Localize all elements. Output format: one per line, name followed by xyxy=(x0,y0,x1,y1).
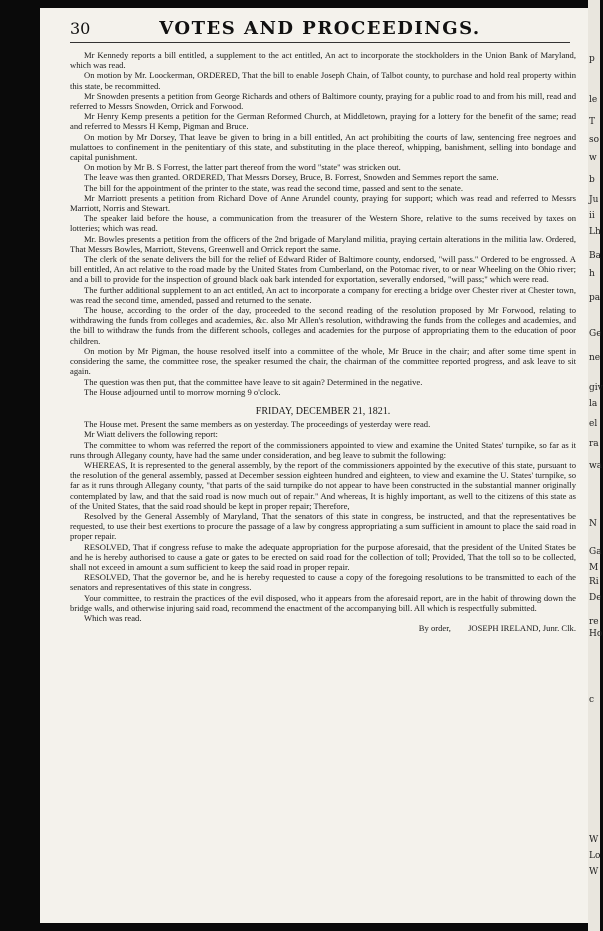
margin-fragment: M xyxy=(589,563,599,573)
margin-fragment: Ri xyxy=(589,577,599,587)
paragraph: The House met. Present the same members as on yesterday. The proceedings of yesterday were read. xyxy=(84,419,431,430)
margin-fragment: ra xyxy=(589,439,599,449)
facing-page-edge xyxy=(588,0,603,931)
paragraph: On motion by Mr. Loockerman, ORDERED, That the bill to enable Joseph Chain, of Talbot county, to purchase and hold real property within this state, be recommitted. xyxy=(70,70,576,91)
margin-fragment: Ga xyxy=(589,547,602,557)
paragraph: RESOLVED, That the governor be, and he is hereby requested to cause a copy of the foregoing resolutions to be transmitted to each of the senators and representatives of this state in congress. xyxy=(70,572,576,593)
paragraph: The bill for the appointment of the printer to the state, was read the second time, passed and sent to the senate. xyxy=(84,182,463,193)
paragraph: On motion by Mr Dorsey, That leave be given to bring in a bill entitled, An act prohibiting the courts of law, sentencing free negroes and mulattoes to confinement in the penitentiary of this state, and substituting in the place thereof, whipping, banishment, selling into bondage and capital punishment. xyxy=(70,131,576,163)
page-number: 30 xyxy=(70,19,91,38)
margin-fragment: W xyxy=(589,835,599,845)
margin-fragment: W xyxy=(589,867,599,877)
signature-line xyxy=(70,623,576,633)
paragraph: Resolved by the General Assembly of Maryland, That the senators of this state in congress, be instructed, and that the representatives be requested, to use their best exertions to procure the passage of a law by congress appropriating a sum sufficient in amount to place the said road in proper repair. xyxy=(70,510,576,542)
paragraph: Mr Wiatt delivers the following report: xyxy=(84,429,218,440)
adjournment-line: The House adjourned until to morrow morning 9 o'clock. xyxy=(84,386,281,397)
margin-fragment: el xyxy=(589,419,598,429)
paragraph: The house, according to the order of the day, proceeded to the second reading of the resolution proposed by Mr Forwood, relating to withdrawing the funds from colleges and academies, &c. also Mr Allen's resolution, withdrawing the funds from the colleges and academies, and the bill to withdraw the funds from the different schools, colleges and academies for the purpose of appropriating them to the education of poor children. xyxy=(70,305,576,346)
clerk-signature: JOSEPH IRELAND, Junr. Clk. xyxy=(468,623,576,634)
dateline: FRIDAY, DECEMBER 21, 1821. xyxy=(255,405,391,417)
paragraph: Mr Snowden presents a petition from George Richards and others of Baltimore county, praying for a public road to and from his mill, read and referred to Messrs Snowden, Orrick and Forwood. xyxy=(70,90,576,112)
paragraph: RESOLVED, That if congress refuse to make the adequate appropriation for the purpose aforesaid, that the president of the United States be and he is hereby authorised to cause a gate or gates to be erected on said road for the collection of toll; Provided, That the toll so to be collected, shall not exceed in amount a sum sufficient to keep the said road in proper repair. xyxy=(70,541,576,572)
margin-fragment: so xyxy=(589,135,600,145)
paragraph: The clerk of the senate delivers the bill for the relief of Edward Rider of Baltimore county, endorsed, "will pass." Ordered to be engrossed. A bill entitled, An act relative to the road made by the United States from Cumberland, on the Potomac river, to or near Wheeling on the Ohio river; and a bill to provide for the inspection of ground black oak bark intended for exportation, severally endorsed, "will pass;" which were read. xyxy=(70,254,576,285)
margin-fragment: N xyxy=(589,519,597,529)
margin-fragment: la xyxy=(589,399,598,409)
paragraph: On motion by Mr B. S Forrest, the latter part thereof from the word "state" was stricken out. xyxy=(84,162,401,173)
paragraph: Mr Henry Kemp presents a petition for the German Reformed Church, at Middletown, praying for a lottery for the benefit of the same; read and referred to Messrs H Kemp, Pigman and Bruce. xyxy=(70,111,576,132)
paragraph: The leave was then granted. ORDERED, That Messrs Dorsey, Bruce, B. Forrest, Snowden and Semmes report the same. xyxy=(84,172,499,183)
page-header xyxy=(70,16,570,43)
paragraph: On motion by Mr Pigman, the house resolved itself into a committee of the whole, Mr Bruce in the chair; and after some time spent in considering the same, the committee rose, the speaker resumed the chair, the chairman of the committee reported progress, and ask leave to sit again. xyxy=(70,345,576,377)
margin-fragment: re xyxy=(589,617,599,627)
margin-fragment: Ho xyxy=(589,629,603,639)
margin-fragment: T xyxy=(589,117,596,127)
margin-fragment: De xyxy=(589,593,602,603)
paragraph: The speaker laid before the house, a communication from the treasurer of the Western Shore, relative to the sums received by taxes on lotteries; which was read. xyxy=(70,213,576,234)
closing-read: Which was read. xyxy=(84,612,142,623)
paragraph: Mr. Bowles presents a petition from the officers of the 2nd brigade of Maryland militia, praying certain alterations in the militia law. Ordered, That Messrs Bowles, Marriott, Stevens, Greenwell and Orrick report the same. xyxy=(70,233,576,254)
margin-fragment: Ba xyxy=(589,251,601,261)
margin-fragment: w xyxy=(589,153,597,163)
paragraph: Your committee, to restrain the practices of the evil disposed, who it appears from the aforesaid report, are in the habit of throwing down the bridge walls, and otherwise injuring said road, recommend the enactment of the accompanying bill. All which is respectfully submitted. xyxy=(70,592,576,613)
margin-fragment: giv xyxy=(589,383,603,393)
margin-fragment: ne xyxy=(589,353,601,363)
paragraph: Mr Marriott presents a petition from Richard Dove of Anne Arundel county, praying for support; which was read and referred to Messrs Marriott, Norris and Stewart. xyxy=(70,192,576,214)
margin-fragment: c xyxy=(589,695,595,705)
document-page xyxy=(40,8,588,923)
margin-fragment: Ge xyxy=(589,329,602,339)
margin-fragment: Lh xyxy=(589,227,601,237)
margin-fragment: ii xyxy=(589,211,595,221)
margin-fragment: Lo xyxy=(589,851,601,861)
margin-fragment: p xyxy=(589,54,595,64)
margin-fragment: pa xyxy=(589,293,601,303)
paragraph: The committee to whom was referred the report of the commissioners appointed to view and examine the United States' turnpike, so far as it runs through Allegany county, have had the same under consideration, and beg leave to submit the following: xyxy=(70,439,576,460)
running-title: VOTES AND PROCEEDINGS. xyxy=(159,18,481,39)
margin-fragment: b xyxy=(589,175,595,185)
margin-fragment: h xyxy=(589,269,595,279)
margin-fragment: le xyxy=(589,95,598,105)
margin-fragment: Ju xyxy=(589,195,599,205)
by-order: By order, xyxy=(418,623,451,634)
paragraph: WHEREAS, It is represented to the general assembly, by the report of the commissioners appointed by the executive of this state, pursuant to the resolution of the general assembly, passed at December session eighteen hundred and eighteen, to view and examine the U. States' turnpike, so far as it runs through Allegany county, "that parts of the said turnpike do not appear to have been constructed in the substantial manner originally contemplated by law, and that the said road is now much out of repair." And whereas, It is highly important, as well to the citizens of this state as of the United States, that the said road should be kept in proper repair; Therefore, xyxy=(70,459,576,511)
paragraph: The further additional supplement to an act entitled, An act to incorporate a company for erecting a bridge over Chester river at Chester town, was read the second time, amended, passed and returned to the senate. xyxy=(70,284,576,305)
margin-fragment: wa xyxy=(589,461,603,471)
paragraph: Mr Kennedy reports a bill entitled, a supplement to the act entitled, An act to incorporate the stockholders in the Union Bank of Maryland, which was read. xyxy=(70,50,576,71)
proceedings-text xyxy=(70,50,576,633)
paragraph: The question was then put, that the committee have leave to sit again? Determined in the negative. xyxy=(84,376,423,387)
